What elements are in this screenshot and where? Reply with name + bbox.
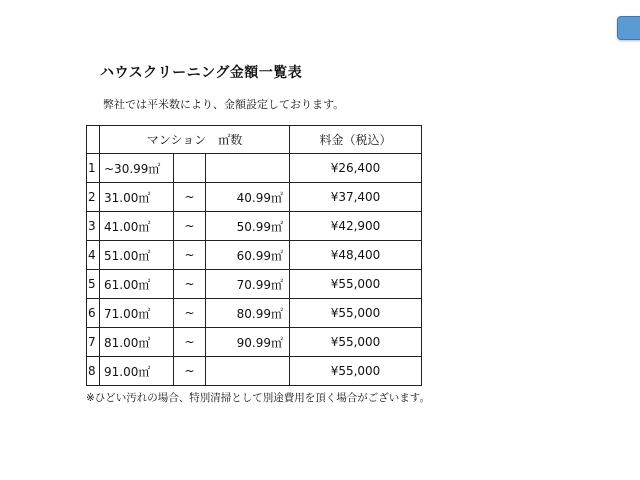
- table-row: [87, 270, 422, 299]
- row-index: 1: [87, 154, 100, 183]
- page-title: ハウスクリーニング金額一覧表: [100, 65, 303, 81]
- footnote: ※ひどい汚れの場合、特別清掃として別途費用を頂く場合がございます。: [86, 392, 430, 404]
- table-row: [87, 183, 422, 212]
- row-area-from: 81.00㎡: [100, 328, 174, 357]
- table-row: [87, 241, 422, 270]
- table-row: [87, 299, 422, 328]
- header-size: マンション ㎡数: [100, 126, 290, 154]
- row-price: ¥48,400: [290, 241, 422, 270]
- row-area-to: 40.99㎡: [206, 183, 290, 212]
- row-area-to: 90.99㎡: [206, 328, 290, 357]
- row-area-from: 51.00㎡: [100, 241, 174, 270]
- row-area-to: [206, 357, 290, 386]
- row-index: 4: [87, 241, 100, 270]
- row-price: ¥42,900: [290, 212, 422, 241]
- row-area-to: 60.99㎡: [206, 241, 290, 270]
- row-index: 2: [87, 183, 100, 212]
- table-row: [87, 212, 422, 241]
- row-area-from: ~30.99㎡: [100, 154, 174, 183]
- row-range-separator: ~: [174, 299, 206, 328]
- table-row: [87, 154, 422, 183]
- header-index-cell: [87, 126, 100, 154]
- row-area-from: 31.00㎡: [100, 183, 174, 212]
- row-area-from: 41.00㎡: [100, 212, 174, 241]
- price-table: [86, 125, 422, 386]
- row-area-to: 70.99㎡: [206, 270, 290, 299]
- row-range-separator: ~: [174, 212, 206, 241]
- table-header-row: [87, 126, 422, 154]
- table-row: [87, 357, 422, 386]
- row-index: 7: [87, 328, 100, 357]
- table-row: [87, 328, 422, 357]
- row-price: ¥37,400: [290, 183, 422, 212]
- row-area-from: 61.00㎡: [100, 270, 174, 299]
- row-area-to: 50.99㎡: [206, 212, 290, 241]
- row-range-separator: ~: [174, 357, 206, 386]
- row-index: 6: [87, 299, 100, 328]
- row-range-separator: ~: [174, 183, 206, 212]
- row-price: ¥55,000: [290, 299, 422, 328]
- row-index: 8: [87, 357, 100, 386]
- row-index: 3: [87, 212, 100, 241]
- row-range-separator: ~: [174, 241, 206, 270]
- corner-tab-button[interactable]: [617, 16, 640, 40]
- row-price: ¥55,000: [290, 357, 422, 386]
- row-range-separator: ~: [174, 270, 206, 299]
- row-price: ¥26,400: [290, 154, 422, 183]
- row-area-from: 91.00㎡: [100, 357, 174, 386]
- row-range-separator: ~: [174, 328, 206, 357]
- row-range-separator: [174, 154, 206, 183]
- row-area-to: [206, 154, 290, 183]
- row-price: ¥55,000: [290, 270, 422, 299]
- header-price: 料金（税込）: [290, 126, 422, 154]
- page-subtitle: 弊社では平米数により、金額設定しております。: [103, 98, 345, 111]
- row-area-from: 71.00㎡: [100, 299, 174, 328]
- row-price: ¥55,000: [290, 328, 422, 357]
- row-index: 5: [87, 270, 100, 299]
- row-area-to: 80.99㎡: [206, 299, 290, 328]
